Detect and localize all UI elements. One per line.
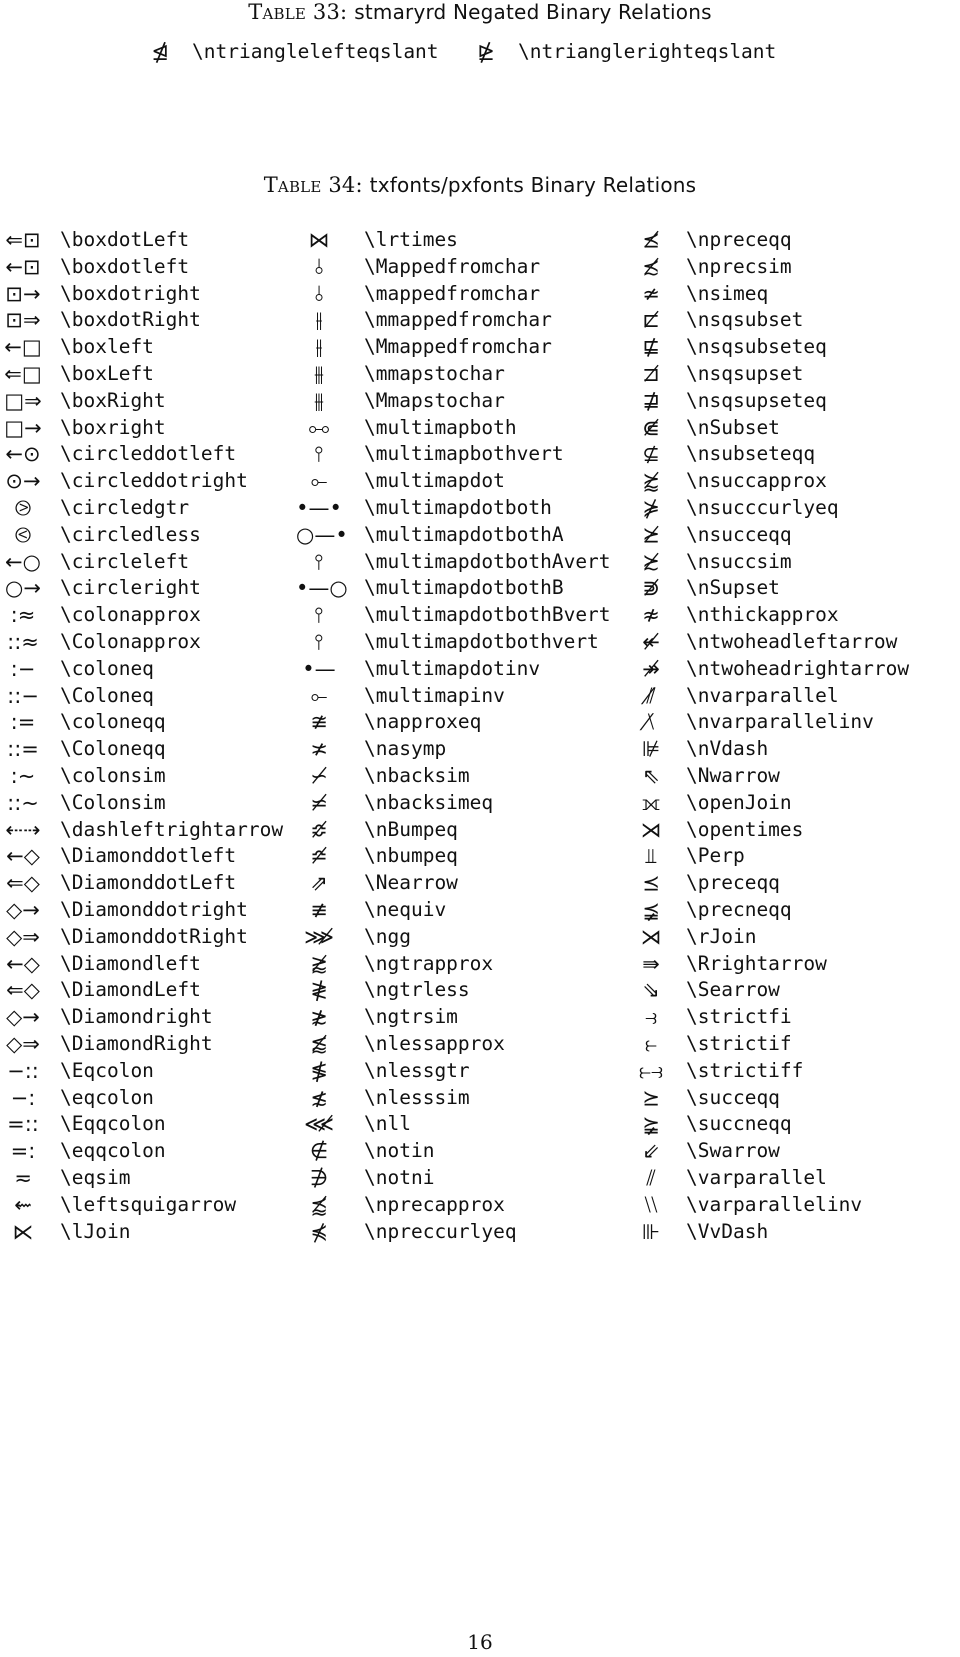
table-row <box>0 280 960 308</box>
symbol-glyph: ⇛ <box>642 951 660 976</box>
symbol-glyph: ◇→ <box>6 1005 40 1030</box>
table-33-title: stmaryrd Negated Binary Relations <box>354 0 712 24</box>
command-name: \Colonsim <box>60 790 166 814</box>
command-name: \nvarparallelinv <box>686 710 874 734</box>
command-name: \colonapprox <box>60 603 201 627</box>
command-name: \circleddotright <box>60 469 248 493</box>
symbol-glyph: □→ <box>4 415 42 440</box>
symbol-glyph: ⫵ <box>314 388 324 413</box>
symbol-glyph: ⇐□ <box>4 362 42 386</box>
symbol-glyph: ⋑̸ <box>642 576 660 601</box>
command-name: \nequiv <box>364 898 447 921</box>
table-row <box>0 842 960 870</box>
symbol-glyph: ⋊ <box>640 817 662 842</box>
command-name: \Diamonddotright <box>60 898 248 921</box>
symbol-glyph: ⪰ <box>642 1085 660 1110</box>
symbol-glyph: •—• <box>296 496 342 520</box>
symbol-glyph: ○—• <box>296 522 348 547</box>
command-name: \Nwarrow <box>686 764 780 787</box>
table-row <box>0 1218 960 1246</box>
table-row <box>0 1164 960 1192</box>
table-row <box>0 574 960 602</box>
command-name: \nSupset <box>686 576 780 600</box>
symbol-glyph: ⊈ <box>642 442 660 467</box>
symbol-glyph: ⧁ <box>14 496 32 520</box>
command-name: \coloneq <box>60 656 154 680</box>
command-name: \DiamonddotRight <box>60 924 248 948</box>
symbol-glyph: ⫰ <box>314 254 324 279</box>
table-row <box>0 1110 960 1138</box>
command-name: \Swarrow <box>686 1139 780 1163</box>
symbol-glyph: ⫽̸ <box>646 683 656 708</box>
command-name: \boxRight <box>60 388 166 412</box>
symbol-glyph: ⪵ <box>642 898 660 922</box>
table-row <box>0 1137 960 1165</box>
command-name: \boxdotleft <box>60 254 190 278</box>
symbol-glyph: := <box>10 710 36 735</box>
command-name: \mappedfromchar <box>364 281 541 305</box>
command-name: \lrtimes <box>364 228 458 251</box>
symbol-glyph: ≴ <box>310 1085 328 1110</box>
command-name: \nlessapprox <box>364 1032 505 1055</box>
symbol-glyph: ↞̸ <box>642 630 660 654</box>
command-name: \preceqq <box>686 871 780 895</box>
table-row <box>0 1191 960 1219</box>
symbol-glyph: □⇒ <box>4 388 42 413</box>
command-name: \strictiff <box>686 1058 804 1082</box>
table-row <box>0 601 960 629</box>
table-34-label: Table 34: <box>263 173 363 197</box>
command-name: \multimapbothvert <box>364 442 564 466</box>
command-name: \leftsquigarrow <box>60 1192 237 1216</box>
table-34-title: txfonts/pxfonts Binary Relations <box>369 173 697 197</box>
table-row <box>0 387 960 415</box>
command-name: \varparallel <box>686 1166 827 1189</box>
table-row <box>0 762 960 790</box>
symbol-glyph: ⪰̸ <box>642 522 660 547</box>
table-row <box>0 1003 960 1031</box>
command-name: \nvarparallel <box>686 683 839 707</box>
command-name: \nsuccapprox <box>686 469 827 493</box>
command-name: \mmapstochar <box>364 362 505 385</box>
table-row <box>0 253 960 281</box>
symbol-glyph: ⪯ <box>642 871 660 896</box>
symbol-glyph: ⋙̸ <box>304 924 334 949</box>
table-33-caption <box>0 0 960 24</box>
command-name: \Coloneqq <box>60 737 166 761</box>
symbol-glyph: ⪅̸ <box>310 1032 328 1056</box>
table-row <box>0 682 960 710</box>
symbol-glyph: ⋠ <box>310 1219 328 1244</box>
command-name: \multimapdotbothB <box>364 576 564 600</box>
symbol-glyph: ⇘ <box>642 978 660 1003</box>
symbol-glyph: ::= <box>7 737 39 762</box>
symbol-glyph: ⧵̸ <box>647 710 655 735</box>
symbol-glyph: ⇜ <box>14 1192 32 1217</box>
command-name: \lJoin <box>60 1219 131 1243</box>
command-name: \nasymp <box>364 737 447 761</box>
command-name: \ngg <box>364 924 411 948</box>
command-name: \Coloneq <box>60 683 154 707</box>
command-name: \nlesssim <box>364 1085 470 1109</box>
table-row <box>0 494 960 522</box>
symbol-glyph: ⋘̸ <box>304 1112 334 1137</box>
symbol-glyph: :∼ <box>10 764 36 788</box>
table-row <box>0 896 960 924</box>
command-name: \Diamonddotleft <box>60 844 237 868</box>
command-name: \eqcolon <box>60 1085 154 1109</box>
command-name: \multimapboth <box>364 415 517 439</box>
table-33-row <box>0 38 960 70</box>
symbol-glyph: ⪶ <box>642 1112 660 1137</box>
command-name: \nprecsim <box>686 254 792 278</box>
command-name: \mmappedfromchar <box>364 308 552 332</box>
command-name: \notin <box>364 1139 435 1163</box>
table-row <box>0 923 960 951</box>
command-name: \boxdotright <box>60 281 201 305</box>
command-name: \multimapdotinv <box>364 656 541 680</box>
table-row <box>0 816 960 844</box>
command-name: \nbumpeq <box>364 844 458 868</box>
symbol-glyph: ⇐◇ <box>6 871 40 896</box>
command-name: \ntwoheadrightarrow <box>686 656 910 680</box>
symbol-glyph: :− <box>10 656 36 681</box>
symbol-glyph: ⫵ <box>314 362 324 386</box>
symbol-glyph: ⇗ <box>310 871 328 896</box>
table-row <box>0 414 960 442</box>
table-row <box>0 655 960 683</box>
symbol-glyph: ◇→ <box>6 898 40 922</box>
symbol-glyph: ⥽ <box>645 1005 657 1030</box>
symbol-glyph: ⇠⇢ <box>5 817 41 842</box>
command-name: \rJoin <box>686 924 757 948</box>
symbol-glyph: ⊯ <box>641 737 661 762</box>
symbol-glyph: ⫯ <box>314 442 324 467</box>
command-name: \nthickapprox <box>686 603 839 627</box>
table-row <box>0 869 960 897</box>
symbol-glyph: ⊙→ <box>5 469 41 494</box>
symbol-glyph: ⋊ <box>640 924 662 949</box>
symbol-glyph: ⟗ <box>641 790 661 815</box>
symbol-glyph: ⧀ <box>14 522 32 547</box>
table-34-body <box>0 226 960 1306</box>
symbol-glyph: −: <box>10 1085 36 1110</box>
command-name: \boxdotRight <box>60 308 201 332</box>
table-row <box>0 467 960 495</box>
command-name: \notni <box>364 1166 435 1189</box>
table-row <box>0 950 960 978</box>
symbol-glyph: ⫲ <box>315 308 323 333</box>
symbol-glyph: ◇⇒ <box>6 924 40 949</box>
command-name: \boxLeft <box>60 362 154 385</box>
symbol-glyph: ←◇ <box>6 844 40 869</box>
symbol-glyph: ←□ <box>4 335 42 360</box>
symbol-glyph: ⋢ <box>642 335 660 360</box>
symbol-glyph: ⊡→ <box>5 281 41 306</box>
command-name: \succeqq <box>686 1085 780 1109</box>
symbol-glyph: ←⊡ <box>5 254 41 279</box>
symbol-glyph: ≉ <box>642 603 660 628</box>
command-name: \Rrightarrow <box>686 951 827 975</box>
symbol-glyph: ⋐̸ <box>642 415 660 440</box>
symbol-glyph: ≢ <box>310 898 328 922</box>
table-row <box>0 548 960 576</box>
symbol-glyph: ⇖ <box>642 764 660 788</box>
symbol-glyph: ⋍̸ <box>310 790 328 815</box>
symbol-glyph: ⪷̸ <box>310 1192 328 1217</box>
command-name: \opentimes <box>686 817 804 841</box>
command-name: \coloneqq <box>60 710 166 734</box>
symbol-glyph: ≎̸ <box>310 817 328 842</box>
command-name: \nsimeq <box>686 281 769 305</box>
command-name: \circleleft <box>60 549 190 573</box>
command-name: \multimapdotbothA <box>364 522 564 546</box>
symbol-glyph: ⥼⥽ <box>639 1058 663 1083</box>
command-name: \ntrianglelefteqslant <box>192 40 439 63</box>
symbol-glyph: ⧵⧵ <box>644 1192 658 1217</box>
symbol-glyph: ⪯̸ <box>642 228 660 252</box>
symbol-glyph: ⊏̸ <box>642 308 660 333</box>
table-row <box>0 976 960 1004</box>
command-name: \ngtrsim <box>364 1005 458 1029</box>
command-name: \dashleftrightarrow <box>60 817 284 841</box>
command-name: \multimapdotbothBvert <box>364 603 611 627</box>
command-name: \Diamondright <box>60 1005 213 1029</box>
symbol-glyph: ∽̸ <box>310 764 328 788</box>
symbol-glyph: ≄ <box>642 281 660 306</box>
symbol-glyph: •— <box>302 656 336 681</box>
symbol-glyph: ∌ <box>309 1166 329 1190</box>
symbol-glyph: ≹ <box>310 978 328 1003</box>
command-name: \Mmappedfromchar <box>364 335 552 359</box>
symbol-glyph: ⇐⊡ <box>5 228 41 252</box>
symbol-glyph: ≿̸ <box>642 549 660 574</box>
symbol-glyph: ≇ <box>310 710 328 735</box>
command-name: \ntwoheadleftarrow <box>686 630 898 653</box>
symbol-glyph: ⋡ <box>642 496 660 520</box>
command-name: \Eqqcolon <box>60 1112 166 1136</box>
table-34-caption <box>0 173 960 197</box>
command-name: \nBumpeq <box>364 817 458 841</box>
table-row <box>0 628 960 656</box>
symbol-glyph: ≏̸ <box>310 844 328 869</box>
command-name: \circledless <box>60 522 201 546</box>
symbol-glyph: ⫯ <box>314 549 324 574</box>
command-name: \Searrow <box>686 978 780 1002</box>
command-name: \circleright <box>60 576 201 600</box>
symbol-glyph: ⋣ <box>642 388 660 413</box>
symbol-glyph: ⋉ <box>12 1219 34 1244</box>
table-row <box>0 1084 960 1112</box>
command-name: \DiamondRight <box>60 1032 213 1055</box>
symbol-glyph: ⊐̸ <box>642 362 660 386</box>
command-name: \nlessgtr <box>364 1058 470 1082</box>
symbol-glyph: ⪆̸ <box>310 951 328 976</box>
symbol-glyph: ⫫ <box>645 844 657 869</box>
command-name: \varparallelinv <box>686 1192 863 1216</box>
table-row <box>0 440 960 468</box>
symbol-glyph: ⋈ <box>308 228 330 252</box>
symbol-glyph: ⇙ <box>642 1139 660 1164</box>
symbol-glyph: :≈ <box>10 603 36 628</box>
command-name: \succneqq <box>686 1112 792 1136</box>
command-name: \strictfi <box>686 1005 792 1029</box>
command-name: \nbacksim <box>364 764 470 787</box>
symbol-glyph: ::− <box>7 683 39 708</box>
page-number: 16 <box>467 1630 493 1654</box>
command-name: \npreccurlyeq <box>364 1219 517 1243</box>
symbol-glyph: ←◇ <box>6 951 40 976</box>
command-name: \ntrianglerighteqslant <box>518 40 777 63</box>
symbol-glyph: ⫽ <box>646 1166 656 1190</box>
command-name: \eqqcolon <box>60 1139 166 1163</box>
symbol-glyph: ≸ <box>310 1058 328 1083</box>
command-name: \DiamondLeft <box>60 978 201 1002</box>
command-name: \multimapdotbothAvert <box>364 549 611 573</box>
symbol-glyph: ⊪ <box>641 1219 661 1244</box>
command-name: \openJoin <box>686 790 792 814</box>
command-name: \ngtrapprox <box>364 951 494 975</box>
command-name: \DiamonddotLeft <box>60 871 237 895</box>
command-name: \napproxeq <box>364 710 482 734</box>
command-name: \nsqsubseteq <box>686 335 827 359</box>
command-name: \nVdash <box>686 737 769 761</box>
symbol-glyph: ⟜ <box>310 469 328 494</box>
command-name: \eqsim <box>60 1166 131 1189</box>
symbol-glyph: ::∼ <box>7 790 39 815</box>
command-name: \nll <box>364 1112 411 1136</box>
command-name: \Mmapstochar <box>364 388 505 412</box>
symbol-glyph: ◇⇒ <box>6 1032 40 1056</box>
symbol-glyph: ⟜ <box>310 683 328 708</box>
command-name: \nsuccsim <box>686 549 792 573</box>
command-name: \multimapinv <box>364 683 505 707</box>
command-name: \multimapdotboth <box>364 496 552 519</box>
table-row <box>0 789 960 817</box>
symbol-glyph: ⫲ <box>315 335 323 360</box>
command-name: \npreceqq <box>686 228 792 251</box>
command-name: \boxdotLeft <box>60 228 190 251</box>
command-name: \Perp <box>686 844 745 868</box>
command-name: \strictif <box>686 1032 792 1055</box>
command-name: \nsucceqq <box>686 522 792 546</box>
symbol-glyph: ⋬ <box>151 40 169 64</box>
symbol-glyph: ⪸̸ <box>642 469 660 494</box>
symbol-glyph: ⥼ <box>645 1032 657 1056</box>
symbol-glyph: •—○ <box>296 576 348 601</box>
symbol-glyph: ←⊙ <box>5 442 41 467</box>
command-name: \nsqsupseteq <box>686 388 827 412</box>
table-row <box>0 1030 960 1058</box>
symbol-glyph: ⇐◇ <box>6 978 40 1003</box>
symbol-glyph: ⫰ <box>314 281 324 306</box>
command-name: \Nearrow <box>364 871 458 895</box>
symbol-glyph: −:: <box>7 1058 39 1083</box>
command-name: \multimapdot <box>364 469 505 493</box>
table-row <box>0 735 960 763</box>
command-name: \Eqcolon <box>60 1058 154 1082</box>
symbol-glyph: ⋭ <box>477 40 495 64</box>
command-name: \Colonapprox <box>60 630 201 653</box>
symbol-glyph: ::≈ <box>7 630 39 654</box>
command-name: \precneqq <box>686 898 792 921</box>
command-name: \nsqsubset <box>686 308 804 332</box>
command-name: \Diamondleft <box>60 951 201 975</box>
table-row <box>0 1057 960 1085</box>
symbol-glyph: ⫯ <box>314 603 324 628</box>
command-name: \boxright <box>60 415 166 439</box>
command-name: \VvDash <box>686 1219 769 1243</box>
symbol-glyph: =:: <box>7 1112 39 1137</box>
command-name: \nsubseteqq <box>686 442 816 466</box>
command-name: \multimapdotbothvert <box>364 630 599 653</box>
table-row <box>0 360 960 388</box>
symbol-glyph: =: <box>10 1139 36 1164</box>
table-row <box>0 521 960 549</box>
command-name: \colonsim <box>60 764 166 787</box>
table-row <box>0 708 960 736</box>
command-name: \circledgtr <box>60 496 190 519</box>
command-name: \boxleft <box>60 335 154 359</box>
command-name: \nprecapprox <box>364 1192 505 1216</box>
command-name: \Mappedfromchar <box>364 254 541 278</box>
symbol-glyph: ∉ <box>309 1139 329 1164</box>
command-name: \circleddotleft <box>60 442 237 466</box>
symbol-glyph: ≭ <box>310 737 328 762</box>
command-name: \nSubset <box>686 415 780 439</box>
symbol-glyph: ⧟ <box>308 415 330 440</box>
table-33-label: Table 33: <box>248 0 348 24</box>
table-row <box>0 333 960 361</box>
symbol-glyph: ≵ <box>310 1005 328 1030</box>
table-row <box>0 306 960 334</box>
symbol-glyph: ≾̸ <box>642 254 660 279</box>
symbol-glyph: ←○ <box>5 549 41 574</box>
symbol-glyph: ⫯ <box>314 630 324 654</box>
symbol-glyph: ≂ <box>14 1166 32 1190</box>
command-name: \nsucccurlyeq <box>686 496 839 519</box>
command-name: \ngtrless <box>364 978 470 1002</box>
command-name: \nbacksimeq <box>364 790 494 814</box>
symbol-glyph: ↠̸ <box>642 656 660 681</box>
symbol-glyph: ⊡⇒ <box>5 308 41 333</box>
symbol-glyph: ○→ <box>5 576 41 601</box>
command-name: \nsqsupset <box>686 362 804 385</box>
table-row <box>0 226 960 254</box>
